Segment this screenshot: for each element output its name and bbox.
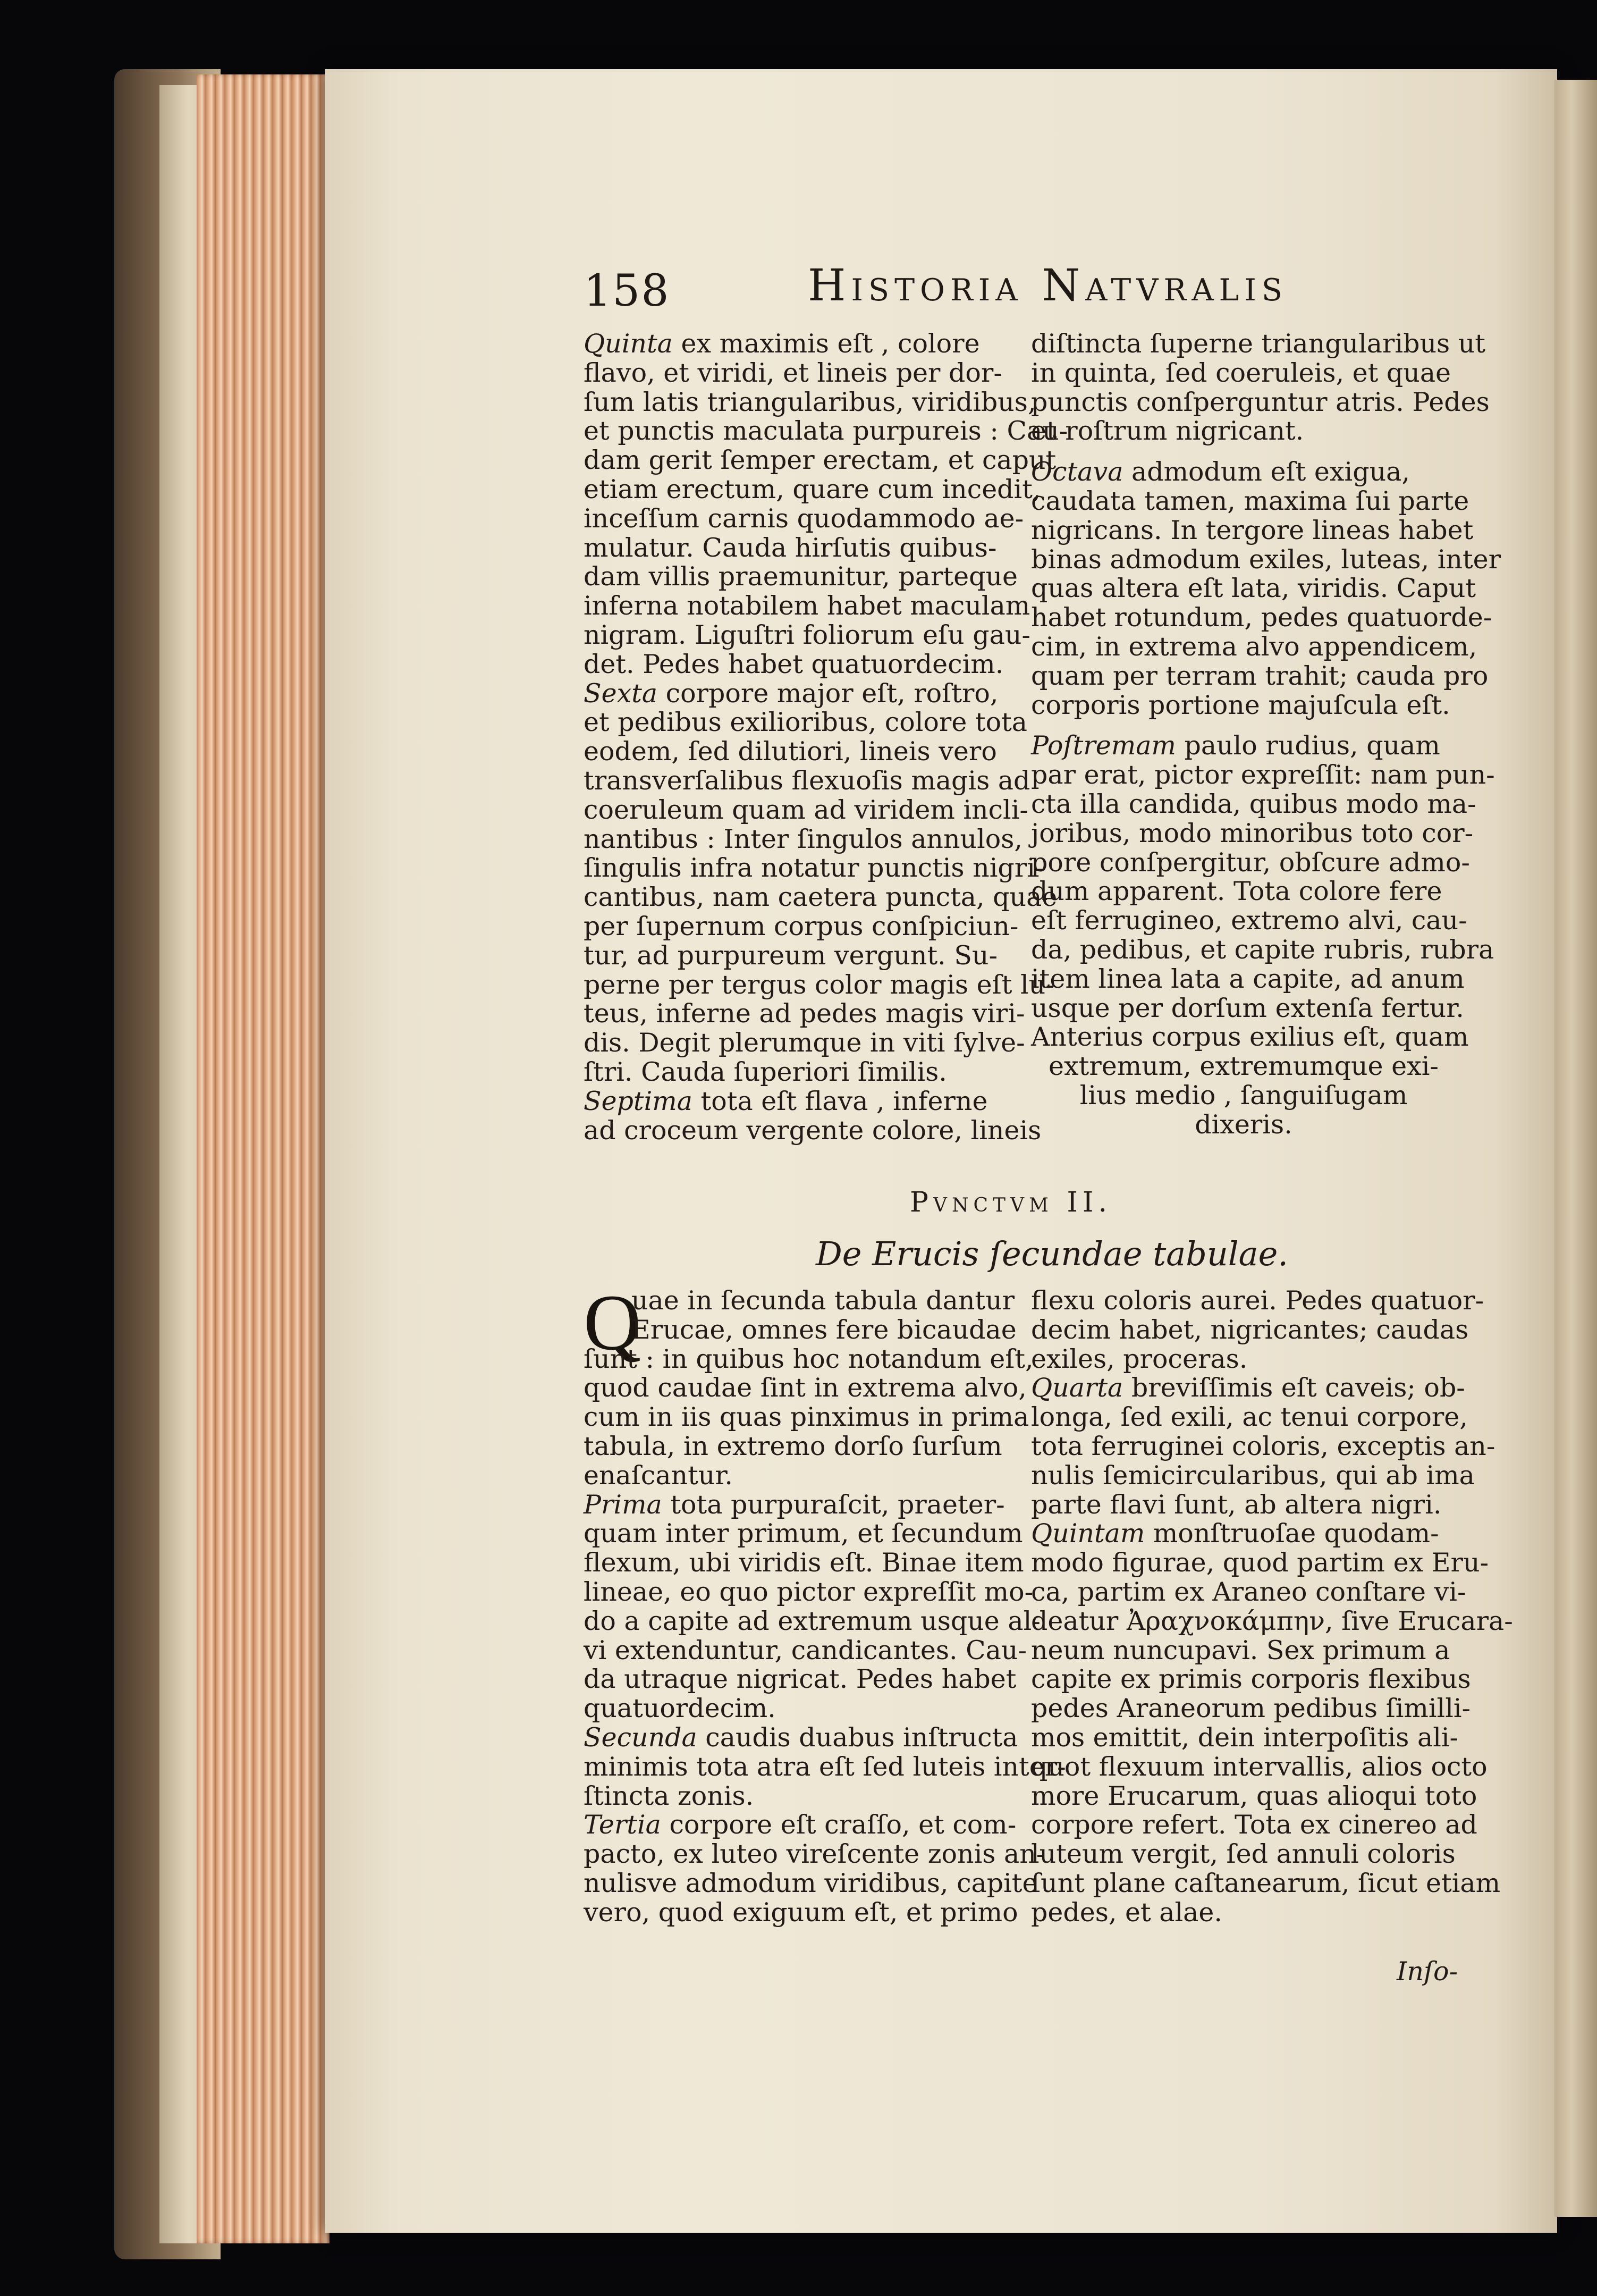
body-text: monſtruoſae quodam- [1145,1518,1439,1549]
text-line [1031,386,1490,417]
body-text: longa, ſed exili, ac tenui corpore, [1031,1402,1468,1433]
body-text: coeruleum quam ad viridem incli- [584,794,1028,825]
body-text: deatur Ἀραχνοκάμπην, ſive Erucara- [1031,1605,1513,1636]
text-line [1031,963,1465,994]
text-line [584,679,1009,709]
body-text: caudata tamen, maxima ſui parte [1031,485,1469,516]
text-line [584,737,1009,767]
text-line [584,882,1058,913]
text-line [584,969,1054,1000]
text-line [584,1751,1066,1782]
body-text: dis. Degit plerumque in viti ſylve- [584,1028,1025,1058]
body-text: habet rotundum, pedes quatuorde- [1031,602,1492,633]
body-text: luteum vergit, ſed annuli coloris [1031,1839,1456,1870]
text-line [584,1373,1027,1403]
italic-lemma: Secunda [584,1722,697,1753]
text-line [584,1432,1009,1461]
body-text: pacto, ex luteo vireſcente zonis an- [584,1839,1045,1870]
body-text: paulo rudius, quam [1176,730,1440,761]
text-line [584,853,1044,884]
text-line [584,1868,1038,1898]
text-line [584,765,1030,796]
text-line [1031,1373,1465,1403]
body-text: nantibus : Inter ſingulos annulos, [584,823,1023,854]
text-line [584,1115,1042,1146]
body-text: corpore major eſt, roſtro, [657,678,999,709]
text-line [584,1518,1023,1549]
body-text: dam gerit ſemper erectam, et caput [584,445,1057,476]
body-text: nulis ſemicircularibus, qui ab ima [1031,1460,1475,1491]
dropcap-indented-text: Erucae, omnes fere bicaudae [631,1314,1017,1345]
body-text: neum nuncupavi. Sex primum a [1031,1635,1450,1666]
text-line [584,1576,1034,1607]
body-text: nigricans. In tergore lineas habet [1031,515,1474,545]
italic-lemma: Tertia [584,1810,661,1840]
text-line [584,1491,1009,1520]
text-line [1031,1605,1513,1636]
running-title: Historia Natvralis [808,260,1288,311]
body-text: corporis portione majuſcula eſt. [1031,689,1450,720]
text-line [584,1285,1015,1316]
text-line [1031,993,1464,1023]
text-line [1031,1576,1466,1607]
text-line [584,445,1057,476]
text-line [584,1782,1009,1811]
body-text: decim habet, nigricantes; caudas [1031,1314,1469,1345]
text-line [1031,691,1456,720]
body-text: flexu coloris aurei. Pedes quatuor- [1031,1285,1484,1316]
body-text: teus, inferne ad pedes magis viri- [584,998,1025,1029]
body-text: flexum, ubi viridis eſt. Binae item [584,1548,1024,1578]
body-text: tota ferruginei coloris, exceptis an- [1031,1431,1495,1461]
body-text: det. Pedes habet quatuordecim. [584,649,1004,679]
body-text: diſtincta ſuperne triangularibus ut [1031,329,1485,359]
text-line [584,650,1009,679]
body-text: Anterius corpus exilius eſt, quam [1031,1022,1469,1053]
body-text: dam villis praemunitur, parteque [584,561,1018,592]
body-text: ſingulis infra notatur punctis nigri- [584,853,1044,884]
text-line [584,823,1023,854]
text-line [1031,1402,1468,1433]
body-text: binas admodum exiles, luteas, inter [1031,544,1501,575]
text-line [1031,934,1494,965]
centered-text: dixeris. [1195,1109,1292,1140]
text-line [1031,329,1485,359]
body-text: et pedibus exilioribus, colore tota [584,707,1027,738]
body-text: quot flexuum intervallis, alios octo [1031,1751,1488,1782]
body-text: capite ex primis corporis flexibus [1031,1664,1471,1695]
text-line [584,1087,1009,1116]
text-line [1031,1022,1469,1053]
body-text: corpore eſt craſſo, et com- [661,1810,1017,1840]
text-line [584,1810,1017,1840]
text-line [1031,760,1495,790]
dropcap-indented-text: uae in ſecunda tabula dantur [631,1285,1015,1316]
text-line [1031,660,1489,691]
body-text: breviſſimis eſt caveis; ob- [1123,1373,1465,1403]
section-heading: Pvnctvm II. [910,1187,1112,1218]
body-text: quatuordecim. [584,1693,776,1724]
text-line [584,1722,1018,1753]
text-line [584,561,1018,592]
body-text: inceſſum carnis quodammodo ae- [584,503,1024,534]
body-text: mos emittit, dein interpoſitis ali- [1031,1722,1459,1753]
text-line [1031,1722,1459,1753]
text-line [1031,1314,1469,1345]
italic-lemma: Quinta [584,329,673,359]
body-text: cta illa candida, quibus modo ma- [1031,788,1476,819]
body-text: ſtincta zonis. [584,1780,754,1811]
body-text: ex maximis eſt , colore [672,329,980,359]
text-line [1031,1491,1456,1520]
text-line [1031,1052,1456,1081]
text-line [1031,1868,1501,1898]
text-line [1031,1898,1456,1928]
body-text: per ſupernum corpus conſpiciun- [584,911,1019,941]
text-line [584,386,1036,417]
page-stack-edge [197,74,329,2243]
body-text: ſunt plane caſtanearum, ſicut etiam [1031,1868,1501,1898]
text-line [1031,602,1492,633]
text-line [1031,417,1456,446]
paragraph-gap [1031,720,1456,731]
text-line [1031,877,1456,906]
body-text: transverſalibus flexuoſis magis ad [584,765,1030,796]
text-line [1031,1285,1484,1316]
centered-text: lius medio , ſanguiſugam [1079,1080,1408,1111]
body-text: cum in iis quas pinximus in prima [584,1402,1029,1433]
text-line [1031,731,1456,761]
body-text: in quinta, ſed coeruleis, et quae [1031,357,1451,388]
text-line [584,503,1024,534]
text-line [584,1461,1009,1491]
drop-cap: Q [584,1279,641,1367]
text-line [584,474,1041,504]
body-text: eſt ferrugineo, extremo alvi, cau- [1031,905,1467,936]
text-line [1031,1111,1456,1140]
body-text: do a capite ad extremum usque al- [584,1605,1041,1636]
text-line [584,1028,1025,1058]
body-text: minimis tota atra eſt ſed luteis inter- [584,1751,1066,1782]
centered-text: extremum, extremumque exi- [1049,1051,1439,1082]
text-line [584,1605,1041,1636]
section-subheading: De Erucis ſecundae tabulae. [816,1234,1288,1273]
text-line [584,534,1009,563]
italic-lemma: Prima [584,1489,662,1520]
italic-lemma: Quarta [1031,1373,1123,1403]
italic-lemma: Quintam [1031,1518,1145,1549]
body-text: nigram. Liguſtri foliorum eſu gau- [584,619,1030,650]
text-line [584,1664,1017,1695]
text-line [1031,1840,1456,1869]
text-line [1031,1431,1495,1461]
text-line [1031,573,1476,604]
text-column-lower-left [584,1279,1066,1928]
text-line [584,1314,1017,1345]
body-text: vero, quod exiguum eſt, et primo [584,1897,1018,1928]
body-text: pedes, et alae. [1031,1897,1222,1928]
body-text: usque per dorſum extenſa fertur. [1031,993,1464,1023]
text-line [1031,847,1470,878]
text-line [1031,1664,1471,1695]
text-line [1031,1780,1477,1811]
body-text: tur, ad purpureum vergunt. Su- [584,940,998,971]
text-line [584,416,1068,447]
text-line [584,1897,1018,1928]
body-text: et roſtrum nigricant. [1031,416,1304,447]
text-line [1031,544,1501,575]
facing-page-edge [1554,80,1597,2217]
text-line [584,941,1009,971]
body-text: cantibus, nam caetera puncta, quae [584,882,1058,913]
text-line [1031,1810,1477,1840]
text-line [1031,1081,1456,1111]
body-text: quam per terram trahit; cauda pro [1031,660,1489,691]
text-line [584,911,1019,941]
text-line [1031,1751,1488,1782]
body-text: ca, partim ex Araneo conſtare vi- [1031,1576,1466,1607]
body-text: parte flavi ſunt, ab altera nigri. [1031,1489,1442,1520]
text-line [1031,359,1456,388]
body-text: joribus, modo minoribus toto cor- [1031,818,1474,848]
body-text: admodum eſt exigua, [1123,457,1410,487]
text-line [584,1548,1024,1578]
body-text: tabula, in extremo dorſo ſurſum [584,1431,1002,1461]
body-text: et punctis maculata purpureis : Cau- [584,416,1068,447]
page-number: 158 [584,266,670,316]
text-line [584,794,1028,825]
text-line [584,1058,1009,1087]
text-line [1031,485,1469,516]
body-text: pore conſpergitur, obſcure admo- [1031,847,1470,878]
body-text: caudis duabus inſtructa [697,1722,1018,1753]
body-text: more Erucarum, quas alioqui toto [1031,1780,1477,1811]
text-column-upper-right [1031,329,1501,1140]
text-line [1031,818,1474,848]
body-text: da utraque nigricat. Pedes habet [584,1664,1017,1695]
body-text: quam inter primum, et ſecundum [584,1518,1023,1549]
text-line [1031,788,1476,819]
body-text: ad croceum vergente colore, lineis [584,1115,1042,1146]
body-text: pedes Araneorum pedibus ſimilli- [1031,1693,1471,1724]
body-text: flavo, et viridi, et lineis per dor- [584,357,1002,388]
text-line [584,330,1009,359]
text-column-upper-left [584,329,1068,1146]
body-text: modo figurae, quod partim ex Eru- [1031,1548,1489,1578]
body-text: tota purpuraſcit, praeter- [662,1489,1005,1520]
body-text: da, pedibus, et capite rubris, rubra [1031,934,1494,965]
body-text: inferna notabilem habet maculam [584,591,1030,621]
body-text: mulatur. Cauda hirſutis quibus- [584,532,997,563]
text-line [584,1402,1029,1433]
text-line [584,619,1030,650]
text-line [1031,515,1474,545]
text-line [1031,1519,1456,1549]
text-line [1031,1345,1456,1374]
text-line [584,591,1030,621]
italic-lemma: Poſtremam [1031,730,1176,761]
italic-lemma: Sexta [584,678,658,709]
italic-lemma: Octava [1031,457,1123,487]
body-text: tota eſt flava , inferne [692,1086,988,1116]
text-line [1031,1460,1475,1491]
body-text: eodem, ſed dilutiori, lineis vero [584,736,997,767]
body-text: exiles, proceras. [1031,1343,1248,1374]
italic-lemma: Septima [584,1086,692,1116]
text-line [584,1343,1034,1374]
paragraph-gap [1031,446,1456,458]
body-text: etiam erectum, quare cum incedit, [584,474,1041,504]
text-line [1031,631,1477,662]
body-text: punctis conſperguntur atris. Pedes [1031,386,1490,417]
text-column-lower-right [1031,1285,1513,1928]
body-text: enaſcantur. [584,1460,733,1491]
text-line [584,1694,1009,1723]
body-text: ſtri. Cauda ſuperiori ſimilis. [584,1056,947,1087]
body-text: nulisve admodum viridibus, capite [584,1868,1038,1898]
text-line [584,998,1025,1029]
body-text: vi extenduntur, candicantes. Cau- [584,1635,1027,1666]
text-line [1031,1636,1456,1666]
text-line [1031,458,1456,487]
body-text: perne per tergus color magis eſt lu- [584,969,1054,1000]
body-text: corpore refert. Tota ex cinereo ad [1031,1810,1477,1840]
body-text: cim, in extrema alvo appendicem, [1031,631,1477,662]
body-text: quas altera eſt lata, viridis. Caput [1031,573,1476,604]
body-text: ſum latis triangularibus, viridibus, [584,386,1036,417]
text-line [584,1635,1027,1666]
body-text: ſunt : in quibus hoc notandum eſt, [584,1343,1034,1374]
text-line [584,707,1027,738]
text-line [584,359,1009,388]
text-line [584,1839,1045,1870]
body-text: dum apparent. Tota colore fere [1031,876,1442,907]
body-text: lineae, eo quo pictor expreſſit mo- [584,1576,1034,1607]
body-text: item linea lata a capite, ad anum [1031,963,1465,994]
body-text: par erat, pictor expreſſit: nam pun- [1031,760,1495,790]
body-text: quod caudae ſint in extrema alvo, [584,1373,1027,1403]
text-line [1031,1548,1489,1578]
text-line [1031,905,1467,936]
catchword: Inſo- [1397,1956,1458,1987]
text-line [1031,1693,1471,1724]
